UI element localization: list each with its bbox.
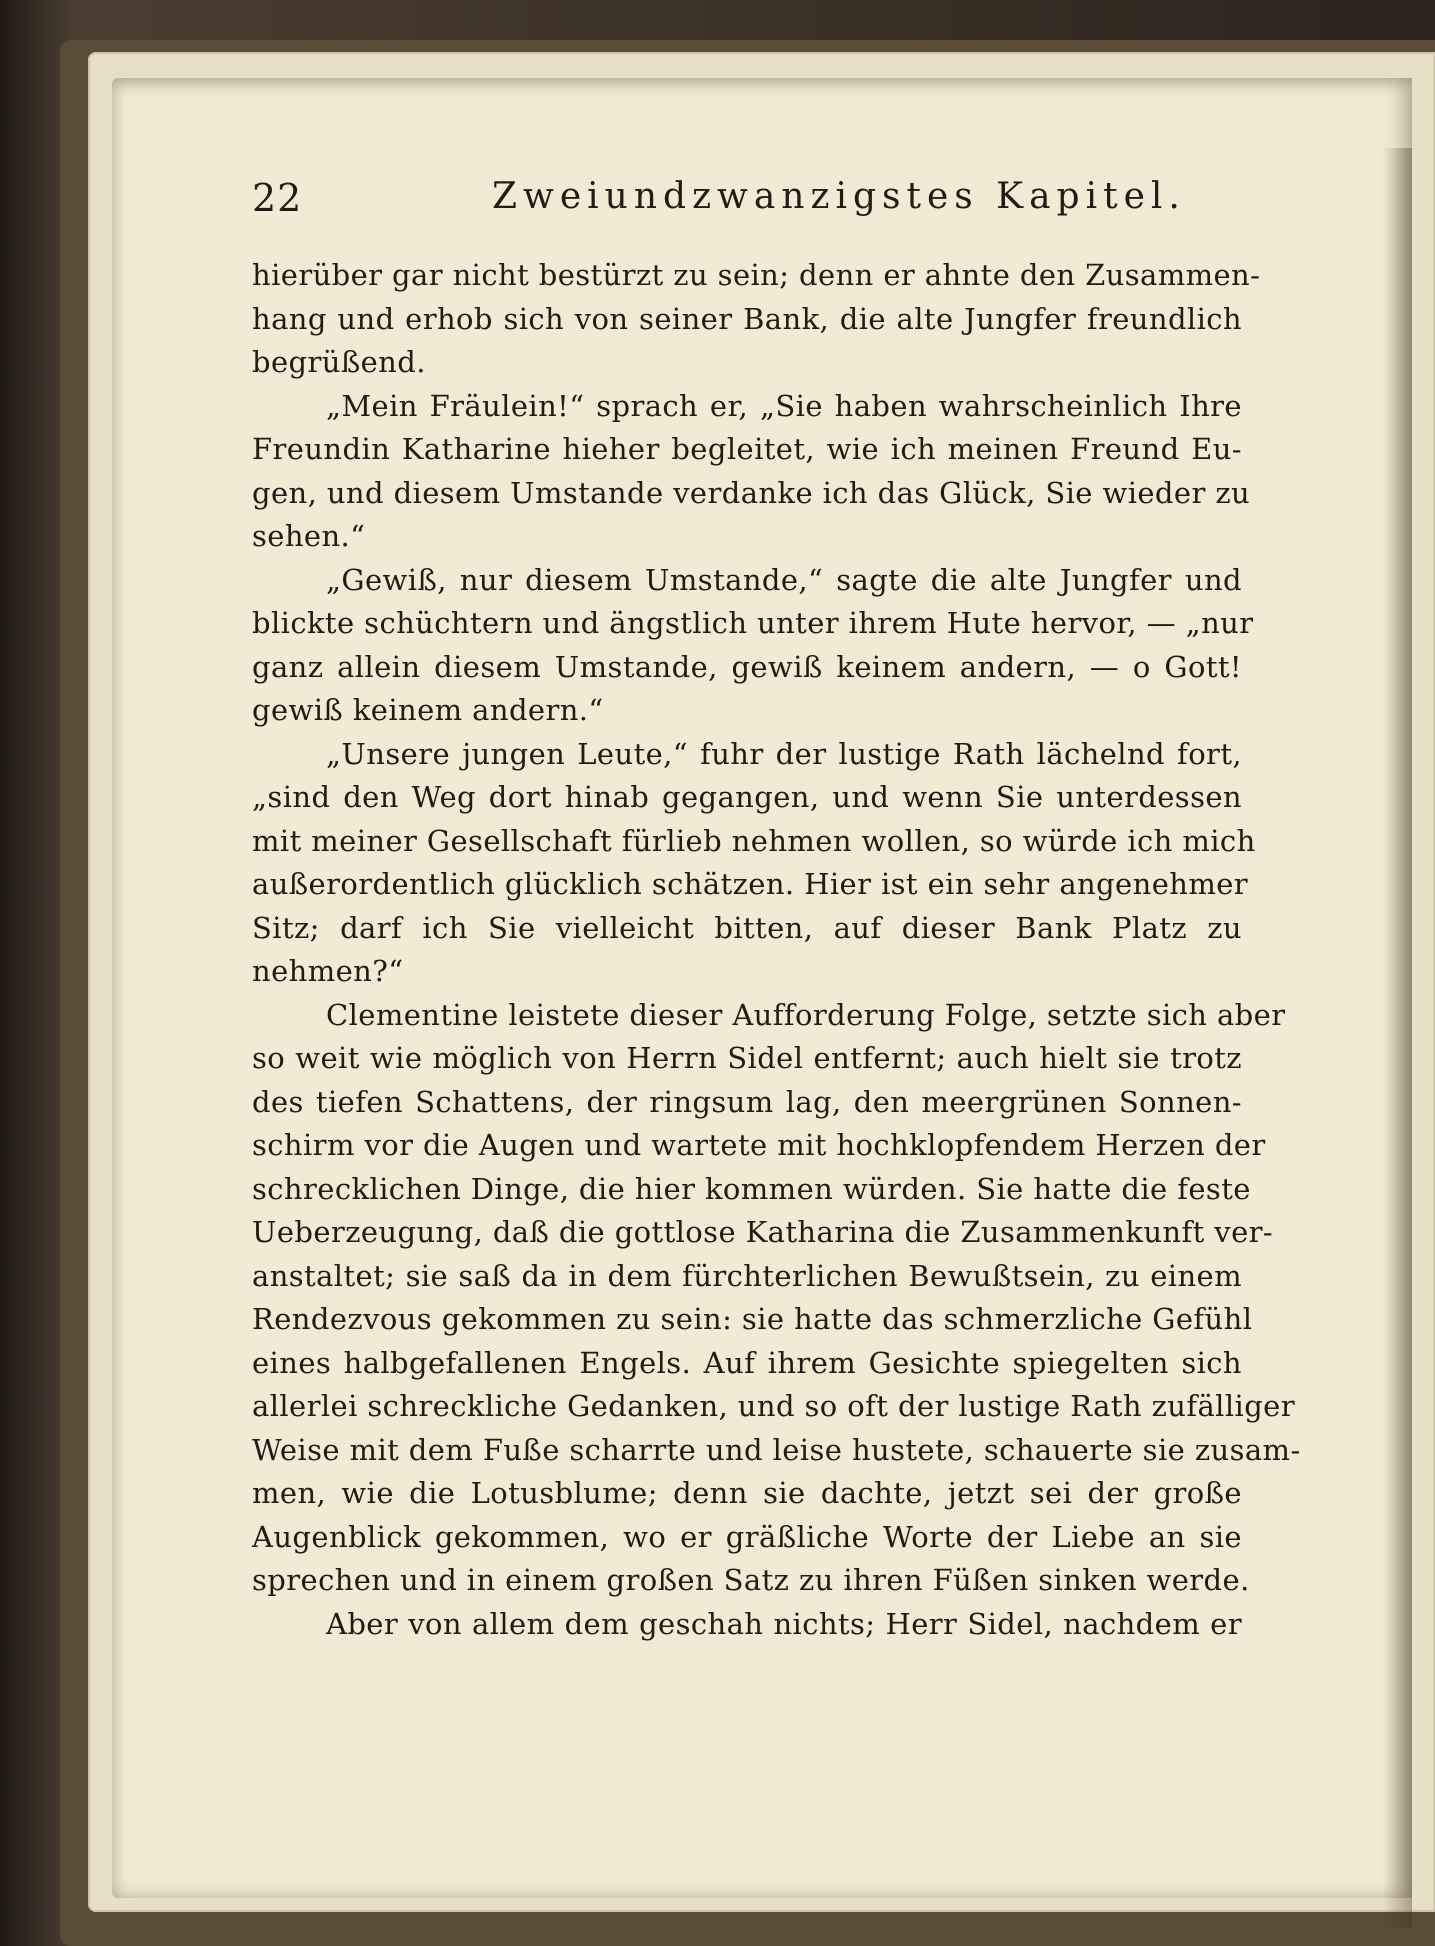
text-line: men, wie die Lotusblume; denn sie dachte, jetzt sei der große: [252, 1476, 1242, 1510]
running-title: Zweiundzwanzigstes Kapitel.: [492, 176, 1186, 217]
text-line: Augenblick gekommen, wo er gräßliche Worte der Liebe an sie: [252, 1519, 1242, 1554]
text-line: eines halbgefallenen Engels. Auf ihrem Gesichte spiegelten sich: [252, 1345, 1242, 1380]
text-line: des tiefen Schattens, der ringsum lag, den meergrünen Sonnen-: [252, 1084, 1242, 1119]
text-line: gewiß keinem andern.“: [252, 693, 604, 727]
text-line: ganz allein diesem Umstande, gewiß keinem andern, — o Gott!: [252, 649, 1242, 684]
page-number: 22: [252, 176, 303, 220]
text-line: „Unsere jungen Leute,“ fuhr der lustige Rath lächelnd fort,: [326, 736, 1242, 771]
text-line: Aber von allem dem geschah nichts; Herr Sidel, nachdem er: [326, 1606, 1242, 1641]
text-line: Ueberzeugung, daß die gottlose Katharina die Zusammenkunft ver-: [252, 1215, 1274, 1249]
text-line: blickte schüchtern und ängstlich unter ihrem Hute hervor, — „nur: [252, 606, 1254, 640]
text-line: mit meiner Gesellschaft fürlieb nehmen wollen, so würde ich mich: [252, 823, 1256, 858]
text-line: Rendezvous gekommen zu sein: sie hatte das schmerzliche Gefühl: [252, 1302, 1253, 1336]
text-line: „sind den Weg dort hinab gegangen, und wenn Sie unterdessen: [252, 780, 1242, 814]
text-line: „Gewiß, nur diesem Umstande,“ sagte die alte Jungfer und: [326, 562, 1242, 597]
text-line: „Mein Fräulein!“ sprach er, „Sie haben wahrscheinlich Ihre: [326, 388, 1242, 423]
text-line: begrüßend.: [252, 345, 426, 379]
text-line: sehen.“: [252, 519, 366, 553]
text-line: Weise mit dem Fuße scharrte und leise hustete, schauerte sie zusam-: [252, 1432, 1301, 1467]
page-gutter-shadow: [1382, 148, 1412, 1928]
body-text: [252, 254, 1301, 1646]
text-line: schrecklichen Dinge, die hier kommen würden. Sie hatte die feste: [252, 1171, 1251, 1206]
text-line: so weit wie möglich von Herrn Sidel entfernt; auch hielt sie trotz: [252, 1041, 1242, 1075]
text-line: nehmen?“: [252, 954, 404, 988]
text-line: hierüber gar nicht bestürzt zu sein; denn er ahnte den Zusammen-: [252, 258, 1261, 292]
text-line: gen, und diesem Umstande verdanke ich das Glück, Sie wieder zu: [252, 475, 1251, 510]
page-header: [252, 176, 1242, 226]
text-line: anstaltet; sie saß da in dem fürchterlichen Bewußtsein, zu einem: [252, 1258, 1242, 1293]
text-line: allerlei schreckliche Gedanken, und so oft der lustige Rath zufälliger: [252, 1389, 1295, 1423]
text-line: schirm vor die Augen und wartete mit hochklopfendem Herzen der: [252, 1128, 1266, 1162]
text-line: Sitz; darf ich Sie vielleicht bitten, auf dieser Bank Platz zu: [252, 910, 1242, 945]
text-line: sprechen und in einem großen Satz zu ihren Füßen sinken werde.: [252, 1563, 1250, 1597]
text-line: außerordentlich glücklich schätzen. Hier ist ein sehr angenehmer: [252, 867, 1249, 901]
text-line: hang und erhob sich von seiner Bank, die alte Jungfer freundlich: [252, 301, 1242, 336]
text-line: Clementine leistete dieser Aufforderung Folge, setzte sich aber: [326, 997, 1286, 1032]
text-line: Freundin Katharine hieher begleitet, wie ich meinen Freund Eu-: [252, 432, 1242, 466]
